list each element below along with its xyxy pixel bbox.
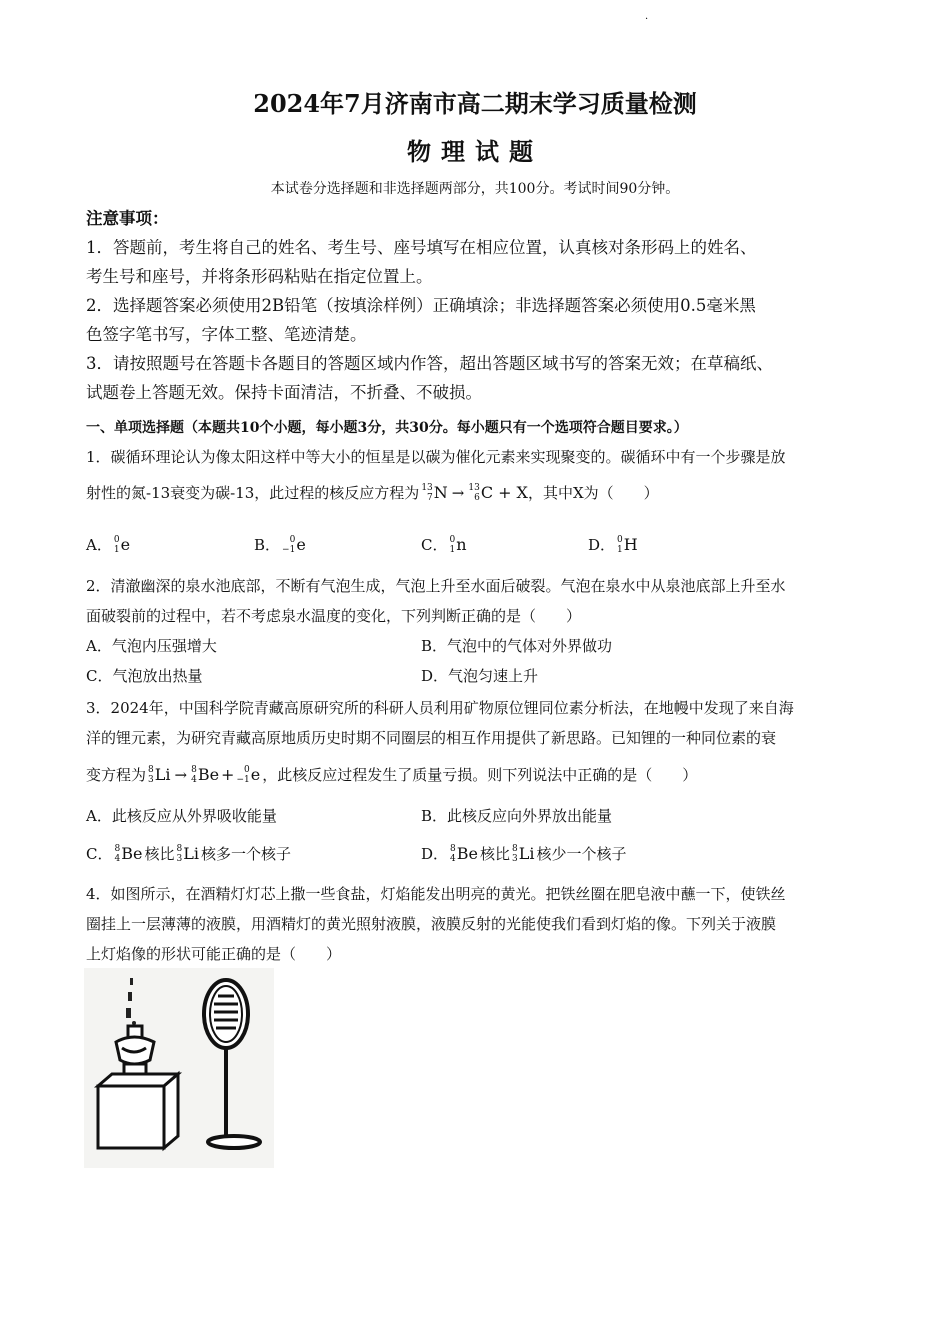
q1-carbon (468, 482, 493, 504)
q1-a-symbol: e (120, 535, 131, 554)
q3-d-mid: 核比 (480, 845, 511, 863)
q3-d-be-charge: 4 (450, 854, 456, 864)
q3-li-charge: 3 (148, 775, 154, 785)
q1-b-mass: 0 (289, 535, 296, 545)
notice-line-1b: 考生号和座号，并将条形码粘贴在指定位置上。 (86, 267, 433, 286)
q1-line-2-post: ，其中X为（ ） (527, 484, 659, 502)
q1-option-c-label: C． (421, 536, 448, 554)
q1-arrow: → (451, 484, 465, 502)
q1-c-mass: 13 (468, 483, 480, 493)
q1-n-symbol: N (433, 483, 448, 502)
q1-option-d-label: D． (588, 536, 616, 554)
q3-e-charge: −1 (236, 775, 250, 785)
q3-be-mass: 8 (191, 765, 197, 775)
q3-e-mass: 0 (244, 765, 250, 775)
subject-title: 物理试题 (407, 137, 543, 166)
lamp-stand-box (98, 1074, 178, 1148)
q1-d-mass: 0 (617, 535, 623, 545)
q2-option-d[interactable]: D．气泡匀速上升 (421, 667, 539, 685)
exam-title: 2024年7月济南市高二期末学习质量检测 (253, 89, 697, 118)
q1-b-symbol: e (296, 535, 306, 554)
q3-c-li-symbol: Li (183, 844, 199, 863)
q2-line-1: 2．清澈幽深的泉水池底部，不断有气泡生成，气泡上升至水面后破裂。气泡在泉水中从泉池底部上升至水 (86, 577, 786, 595)
q3-c-li-mass: 8 (176, 844, 183, 854)
q1-a-mass: 0 (113, 535, 120, 545)
q1-a-charge: 1 (113, 545, 120, 555)
q2-option-a[interactable]: A．气泡内压强增大 (86, 637, 217, 655)
q3-d-be-mass: 8 (450, 844, 456, 854)
notice-line-3b: 试题卷上答题无效。保持卡面清洁，不折叠、不破损。 (86, 383, 482, 402)
exam-intro: 本试卷分选择题和非选择题两部分，共100分。考试时间90分钟。 (270, 181, 680, 197)
notice-line-2b: 色签字笔书写，字体工整、笔迹清楚。 (86, 325, 367, 344)
q3-c-be-symbol: Be (121, 844, 143, 863)
q3-d-li-symbol: Li (518, 844, 535, 863)
q2-option-c[interactable]: C．气泡放出热量 (86, 667, 203, 685)
q1-nitrogen (421, 482, 447, 504)
q4-line-3: 上灯焰像的形状可能正确的是（ ） (86, 945, 342, 963)
q1-option-a-label: A． (86, 536, 112, 554)
q1-b-charge: −1 (282, 545, 296, 555)
q1-option-b[interactable] (254, 534, 308, 556)
q1-option-b-label: B． (254, 536, 281, 554)
q3-c-mid: 核比 (144, 845, 175, 863)
section-heading: 一、单项选择题（本题共10个小题，每小题3分，共30分。每小题只有一个选项符合题目要求。） (86, 420, 688, 436)
notice-line-3a: 3．请按照题号在答题卡各题目的答题区域内作答，超出答题区域书写的答案无效；在草稿纸、 (86, 354, 773, 373)
q3-be-charge: 4 (191, 775, 197, 785)
q2-line-2: 面破裂前的过程中，若不考虑泉水温度的变化，下列判断正确的是（ ） (86, 607, 582, 625)
q3-d-li-mass: 8 (512, 844, 518, 854)
q1-c-symbol: C (480, 483, 494, 502)
q3-option-b[interactable]: B．此核反应向外界放出能量 (421, 807, 613, 825)
q1-c-charge: 6 (474, 493, 480, 503)
q1-option-a[interactable] (86, 534, 132, 556)
q1-d-charge: 1 (617, 545, 623, 555)
q3-li-mass: 8 (148, 765, 154, 775)
notice-line-1a: 1．答题前，考生将自己的姓名、考生号、座号填写在相应位置，认真核对条形码上的姓名、 (86, 238, 757, 257)
q3-c-label: C． (86, 845, 113, 863)
q3-plus: + (221, 765, 235, 784)
q1-line-2-pre: 射性的氮-13衰变为碳-13，此过程的核反应方程为 (86, 484, 420, 502)
q3-line-3-pre: 变方程为 (86, 766, 147, 784)
q4-line-1: 4．如图所示，在酒精灯灯芯上撒一些食盐，灯焰能发出明亮的黄光。把铁丝圈在肥皂液中蘸一下，使铁丝 (86, 885, 786, 903)
q1-c-opt-charge: 1 (449, 545, 456, 555)
q1-c-opt-symbol: n (456, 535, 467, 554)
q1-n-charge: 7 (427, 493, 433, 503)
q3-li-symbol: Li (154, 765, 171, 784)
q1-n-mass: 13 (421, 483, 433, 493)
q3-c-post: 核多一个核子 (200, 845, 291, 863)
q1-option-c[interactable] (421, 534, 469, 556)
q3-option-c[interactable] (86, 843, 291, 865)
notice-line-2a: 2．选择题答案必须使用2B铅笔（按填涂样例）正确填涂；非选择题答案必须使用0.5毫米黑 (86, 296, 756, 315)
q1-option-d[interactable] (588, 534, 640, 556)
q2-option-b[interactable]: B．气泡中的气体对外界做功 (421, 637, 613, 655)
top-dot: · (645, 14, 649, 25)
q3-d-be-symbol: Be (456, 844, 478, 863)
q3-line-1: 3．2024年，中国科学院青藏高原研究所的科研人员利用矿物原位锂同位素分析法，在地幔中发现了来自海 (86, 699, 794, 717)
q3-line-3 (86, 764, 697, 786)
q1-line-1: 1．碳循环理论认为像太阳这样中等大小的恒星是以碳为催化元素来实现聚变的。碳循环中有一个步骤是放 (86, 448, 786, 466)
q3-c-be-charge: 4 (114, 854, 121, 864)
q3-c-li-charge: 3 (176, 854, 183, 864)
notice-heading: 注意事项： (86, 209, 169, 228)
q1-d-symbol: H (623, 535, 638, 554)
q4-figure (84, 968, 274, 1168)
q3-arrow: → (174, 766, 188, 784)
q3-d-post: 核少一个核子 (536, 845, 627, 863)
q3-d-li-charge: 3 (512, 854, 518, 864)
q1-plus-x: + X (498, 483, 528, 502)
q3-d-label: D． (421, 845, 449, 863)
q3-option-d[interactable] (421, 843, 627, 865)
q1-c-opt-mass: 0 (449, 535, 456, 545)
q3-option-a[interactable]: A．此核反应从外界吸收能量 (86, 807, 277, 825)
q3-e-symbol: e (250, 765, 261, 784)
q3-c-be-mass: 8 (114, 844, 121, 854)
q4-line-2: 圈挂上一层薄薄的液膜，用酒精灯的黄光照射液膜，液膜反射的光能使我们看到灯焰的像。下列关于液膜 (86, 915, 777, 933)
q1-line-2 (86, 482, 659, 504)
q3-be-symbol: Be (197, 765, 220, 784)
q3-line-3-post: ，此核反应过程发生了质量亏损。则下列说法中正确的是（ ） (262, 766, 698, 784)
q3-line-2: 洋的锂元素，为研究青藏高原地质历史时期不同圈层的相互作用提供了新思路。已知锂的一种同位素的衰 (86, 729, 777, 747)
